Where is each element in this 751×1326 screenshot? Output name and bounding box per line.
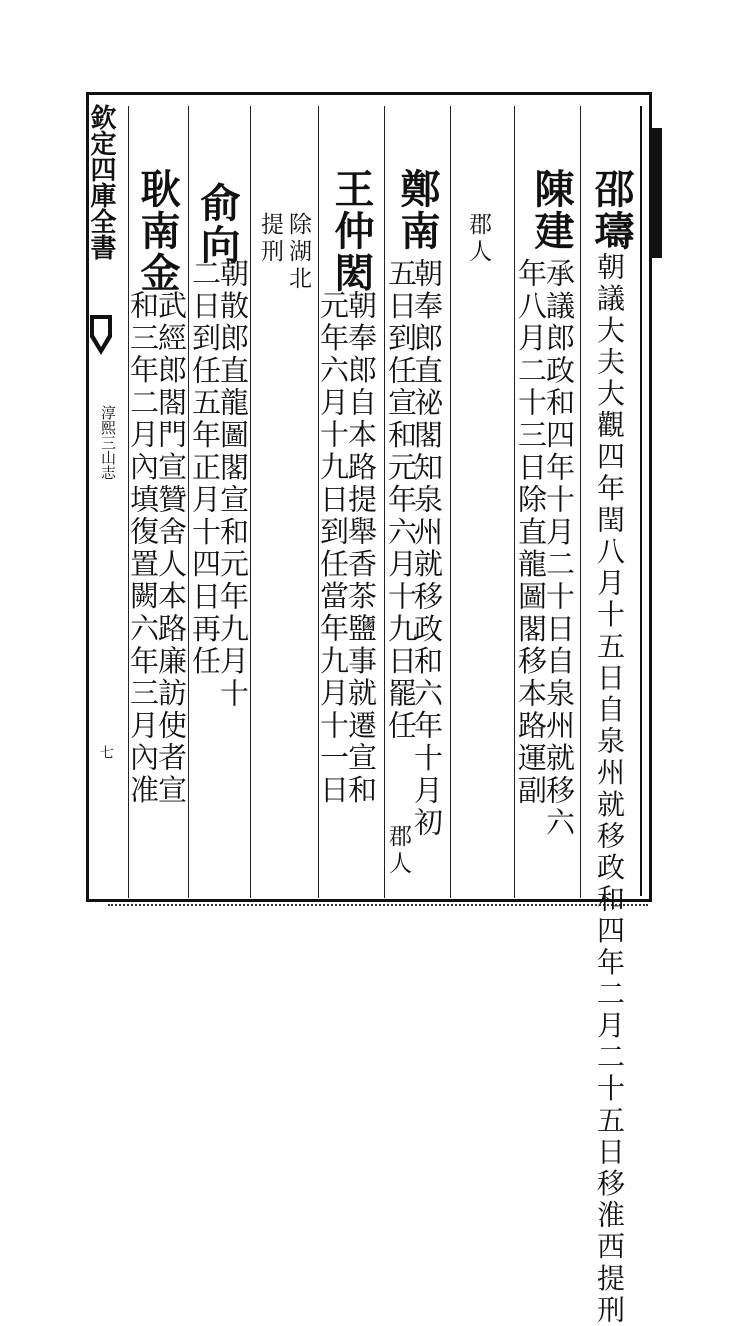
entry-text-right: 承議郎政和四年十月二十日自泉州就移六 <box>542 258 576 840</box>
entry-text-right: 朝奉郎直祕閣知泉州就移政和六年十月初 <box>410 258 444 840</box>
entry-name: 陳建 <box>528 168 575 252</box>
column-rule <box>450 106 451 898</box>
edge-mark <box>652 128 662 258</box>
volume-title: 淳熙三山志 <box>99 405 117 480</box>
entry-text-left: 五日到任宣和元年六月十九日罷任 <box>384 258 418 743</box>
entry-text-right: 朝奉郎自本路提舉香茶鹽事就遷宣和 <box>344 290 378 807</box>
entry-text-left: 和三年二月內填復置闕六年三月內准 <box>126 290 160 807</box>
entry-name: 鄭南 <box>394 168 441 252</box>
entry-note-left: 提刑 <box>257 212 283 266</box>
entry-name: 耿南金 <box>134 168 181 294</box>
book-title: 欽定四庫全書 <box>86 104 116 260</box>
fishtail-mark-icon <box>90 315 112 359</box>
entry-text-right: 朝散郎直龍圖閣宣和元年九月十 <box>216 258 250 711</box>
entry-text-left: 元年六月十九日到任當年九月十一日 <box>316 290 350 807</box>
column-rule <box>250 106 251 898</box>
entry-text-right: 武經郎閤門宣贊舍人本路廉訪使者宣 <box>154 290 188 807</box>
bottom-rule <box>108 904 648 906</box>
entry-name: 王仲閎 <box>328 168 375 294</box>
entry-text-left: 二日到任五年正月十四日再任 <box>188 258 222 678</box>
entry-note: 郡人 <box>385 824 411 878</box>
entry-text: 朝議大夫大觀四年閏八月十五日自泉州就移政和四年二月二十五日移淮西提刑 <box>593 252 626 1326</box>
entry-name: 俞向 <box>194 182 241 266</box>
entry-text-left: 年八月二十三日除直龍圖閣移本路運副 <box>514 258 548 808</box>
inner-right-rule <box>640 106 642 896</box>
entry-note: 郡人 <box>465 212 491 266</box>
entry-note-right: 除湖北 <box>285 212 311 293</box>
entry-name: 邵璹 <box>588 168 635 252</box>
page-number: 七 <box>98 745 114 759</box>
column-rule <box>580 106 581 898</box>
